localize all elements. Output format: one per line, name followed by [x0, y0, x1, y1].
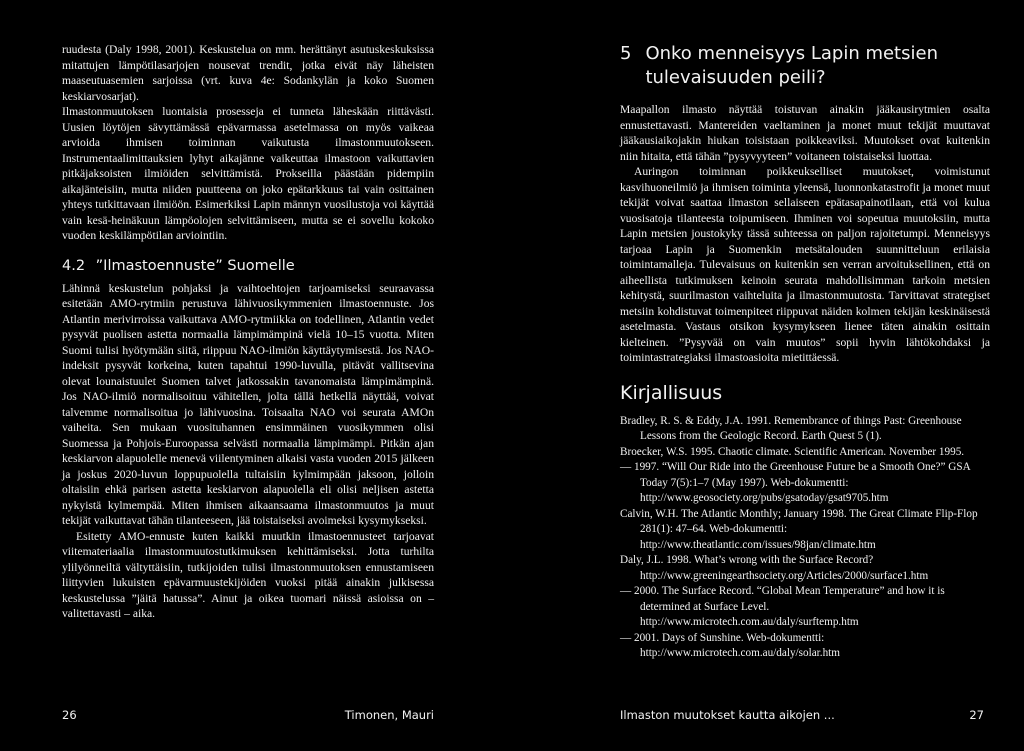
paragraph: Ilmastonmuutoksen luontaisia prosesseja ei tunneta läheskään riittävästi. Uusien löytöjen sävyttämässä epävarmassa asetelmassa on myös vaikeaa arvioida ihmisen toiminnan vaikutusta ilmastonmuutokseen. Instrumentaalimittauksien lyhyt aikajänne vaikeuttaa ilmastoon vaikuttavien pitkäjaksoisten ilmiöiden selvittämistä. Prokseilla päästään pidempiin aikajänteisiin, mutta niiden puutteena on joko epätarkkuus tai vain osittainen yhteys tutkittavaan ilmiöön. Esimerkiksi Lapin männyn vuosilustoja voi käyttää vain kesä-heinäkuun lämpöolojen selvittämiseen, mutta se ei sovellu kokoko vuoden keskilämpötilan arviointiin.	[62, 105, 434, 242]
page-number: 27	[969, 708, 984, 722]
reference-item: Daly, J.L. 1998. What’s wrong with the Surface Record? http://www.greeningearthsociety.org/Articles/2000/surface1.htm	[620, 554, 929, 582]
paragraph: ruudesta (Daly 1998, 2001). Keskustelua on mm. herättänyt asutuskeskuksissa mitattujen lämpötilasarjojen nousevat trendit, jotka eivät näy läheisten maaseutuasemien sarjoissa (vrt. kuva 4e: Sodankylän ja koko Suomen keskiarvosarjat).	[62, 43, 434, 103]
section-number: 5	[620, 43, 632, 64]
running-footer: Ilmaston muutokset kautta aikojen ...	[620, 708, 835, 722]
paragraph: Esitetty AMO-ennuste kuten kaikki muutkin ilmastoennusteet tarjoavat viitemateriaalia ilmastonmuutostutkimuksen kehittämiseksi. Jotta turhilta ylilyönneiltä vältyttäisiin, tutkijoiden tulisi ilmastonmuutoksen ennustamiseen liittyvien lukuisten epävarmuustekijöiden vuoksi pitää ainakin julkisessa keskustelussa ”jäitä hatussa”. Ainut ja oikea tuomari näissä asioissa on – valitettavasti – aika.	[62, 529, 434, 620]
reference-item: Calvin, W.H. The Atlantic Monthly; January 1998. The Great Climate Flip-Flop 281(1): 47–64. Web-dokumentti: http://www.theatlantic.com/issues/98jan/climate.htm	[620, 507, 978, 551]
subsection-title: ”Ilmastoennuste” Suomelle	[95, 257, 295, 274]
right-page	[512, 0, 1024, 751]
paragraph: Lähinnä keskustelun pohjaksi ja vaihtoehtojen tarjoamiseksi seuraavassa esitetään AMO-rytmiin perustuva lähivuosikymmenien ilmastoennuste. Jos Atlantin merivirroissa vaikuttava AMO-rytmiikka on todellinen, Atlantin vedet pysyvät puolisen astetta normaalia lämpimämpinä vielä 10–15 vuotta. Miten Suomi tulisi hyötymään siitä, riippuu NAO-ilmiön käyttäytymisestä. Jos NAO-indeksit pysyvät korkeina, kuten tapahtui 1990-luvulla, pitävät vallitsevina olevat lounaistuulet Suomen talvet jatkossakin tavanomaista lämpimämpinä. Jos NAO-ilmiö normalisoituu vähitellen, jolta tällä hetkellä näyttää, voivat talvemme normalisoitua jo lähivuosina. Toisaalta NAO voi seurata AMOn vaiheita. Sen mukaan vuosituhannen ensimmäinen vuosikymmen olisi Suomessa ja Pohjois-Euroopassa selvästi normaalia lämpimämpi. Pitkän ajan keskiarvon alapuolelle menevä viilentyminen alkaisi vasta vuoden 2015 jälkeen ja joskus 2020-luvun loppupuolella tultaisiin kylmimpään jaksoon, jolloin oltaisiin ehkä parisen astetta keskiarvon alapuolella eli olisi neljisen astetta nykyistä kylmempää. Miten ihmisen aikaansaama ilmastonmuutos ja muut tekijät vaikuttavat tähän tilanteeseen, jää toistaiseksi avoimeksi kysymykseksi.	[62, 281, 434, 527]
references-list	[620, 414, 990, 662]
paragraph: Maapallon ilmasto näyttää toistuvan ainakin jääkausirytmien osalta ennustettavasti. Mantereiden vaeltaminen ja monet muut tekijät muuttavat jääkausiaikojakin hiukan toisistaan poikkeaviksi. Muutokset ovat kuitenkin niin hitaita, että tähän ”pysyvyyteen” voitaneen toistaiseksi luottaa.	[620, 103, 990, 163]
subsection-heading	[62, 258, 434, 274]
references-heading: Kirjallisuus	[620, 381, 723, 404]
running-footer: Timonen, Mauri	[344, 708, 434, 722]
reference-item: — 2001. Days of Sunshine. Web-dokumentti: http://www.microtech.com.au/daly/solar.htm	[620, 631, 840, 659]
page-number: 26	[62, 708, 77, 722]
paragraph: Auringon toiminnan poikkeukselliset muutokset, voimistunut kasvihuoneilmiö ja ihmisen toiminta yleensä, luonnonkatastrofit ja monet muut tekijät voivat saattaa ilmaston sellaiseen epätasapainotilaan, että voi kulua vuosisatoja tilanteesta toipumiseen. Ihminen voi sopeutua muutoksiin, mutta Lapin metsien joustokyky tässä suhteessa on paljon rajoitetumpi. Menneisyys tarjoaa Lapin ja Suomenkin metsätalouden suunnitteluun erilaisia toimintamalleja. Tulevaisuus on kuitenkin sen verran arvoituksellinen, että on aiheellista tutkimuksen keinoin seurata mahdollisimman tarkoin metsien kehitystä, suurilmaston vaihteluita ja ilmastonmuutosta. Tarvittavat strategiset metsiin kohdistuvat toimenpiteet riippuvat näiden kolmen tekijän keskinäisestä asetelmasta. Vastaus otsikon kysymykseen lienee täten ainakin osittain kielteinen. ”Pysyvää on vain muutos” sopii hyvin lähtökohdaksi ja toimintastrategiaksi ilmastoasioita mietittäessä.	[620, 165, 990, 364]
reference-item: — 2000. The Surface Record. “Global Mean Temperature” and how it is determined at Surface Level. http://www.microtech.com.au/daly/surftemp.htm	[620, 585, 945, 628]
section-heading	[620, 42, 990, 90]
left-text-column	[62, 42, 434, 622]
reference-item: — 1997. “Will Our Ride into the Greenhouse Future be a Smooth One?” GSA Today 7(5):1–7 (May 1997). Web-dokumentti: http://www.geosociety.org/pubs/gsatoday/gsat9705.htm	[620, 461, 971, 504]
right-text-column	[620, 42, 990, 662]
subsection-number: 4.2	[62, 257, 86, 274]
section-title: Onko menneisyys Lapin metsien tulevaisuuden peili?	[645, 43, 938, 88]
reference-item: Broecker, W.S. 1995. Chaotic climate. Scientific American. November 1995.	[620, 445, 965, 458]
reference-item: Bradley, R. S. & Eddy, J.A. 1991. Remembrance of things Past: Greenhouse Lessons from the Geologic Record. Earth Quest 5 (1).	[620, 414, 962, 442]
